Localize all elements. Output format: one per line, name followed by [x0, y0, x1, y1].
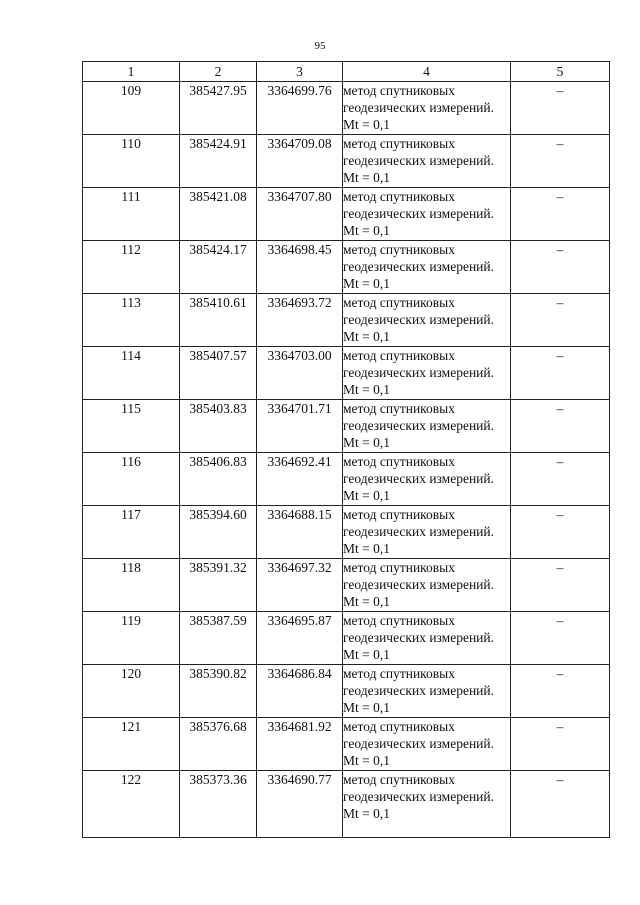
table-row: [83, 559, 610, 612]
table-row: [83, 718, 610, 771]
point-number-cell: 115: [83, 400, 180, 453]
note-cell: –: [511, 718, 610, 771]
point-number-cell: 122: [83, 771, 180, 838]
note-cell: –: [511, 400, 610, 453]
y-coordinate-cell: 3364698.45: [257, 241, 343, 294]
y-coordinate-cell: 3364707.80: [257, 188, 343, 241]
point-number-cell: 118: [83, 559, 180, 612]
table-row: [83, 188, 610, 241]
table-body: [83, 82, 610, 838]
x-coordinate-cell: 385376.68: [180, 718, 257, 771]
method-cell: метод спутниковых геодезических измерений. Mt = 0,1: [343, 771, 511, 838]
note-cell: –: [511, 188, 610, 241]
table-row: [83, 771, 610, 838]
y-coordinate-cell: 3364703.00: [257, 347, 343, 400]
x-coordinate-cell: 385407.57: [180, 347, 257, 400]
note-cell: –: [511, 665, 610, 718]
x-coordinate-cell: 385394.60: [180, 506, 257, 559]
point-number-cell: 121: [83, 718, 180, 771]
note-cell: –: [511, 347, 610, 400]
table-row: [83, 612, 610, 665]
note-cell: –: [511, 82, 610, 135]
point-number-cell: 110: [83, 135, 180, 188]
coordinates-table: [82, 61, 610, 838]
method-cell: метод спутниковых геодезических измерений. Mt = 0,1: [343, 82, 511, 135]
x-coordinate-cell: 385406.83: [180, 453, 257, 506]
x-coordinate-cell: 385403.83: [180, 400, 257, 453]
point-number-cell: 111: [83, 188, 180, 241]
x-coordinate-cell: 385410.61: [180, 294, 257, 347]
method-cell: метод спутниковых геодезических измерений. Mt = 0,1: [343, 665, 511, 718]
note-cell: –: [511, 453, 610, 506]
x-coordinate-cell: 385390.82: [180, 665, 257, 718]
note-cell: –: [511, 241, 610, 294]
y-coordinate-cell: 3364693.72: [257, 294, 343, 347]
method-cell: метод спутниковых геодезических измерений. Mt = 0,1: [343, 347, 511, 400]
table-row: [83, 665, 610, 718]
point-number-cell: 116: [83, 453, 180, 506]
note-cell: –: [511, 506, 610, 559]
y-coordinate-cell: 3364695.87: [257, 612, 343, 665]
y-coordinate-cell: 3364709.08: [257, 135, 343, 188]
point-number-cell: 117: [83, 506, 180, 559]
method-cell: метод спутниковых геодезических измерений. Mt = 0,1: [343, 400, 511, 453]
table-row: [83, 347, 610, 400]
y-coordinate-cell: 3364697.32: [257, 559, 343, 612]
method-cell: метод спутниковых геодезических измерений. Mt = 0,1: [343, 506, 511, 559]
header-col-4: 4: [343, 62, 511, 82]
method-cell: метод спутниковых геодезических измерений. Mt = 0,1: [343, 718, 511, 771]
x-coordinate-cell: 385391.32: [180, 559, 257, 612]
point-number-cell: 112: [83, 241, 180, 294]
method-cell: метод спутниковых геодезических измерений. Mt = 0,1: [343, 559, 511, 612]
header-row: [83, 62, 610, 82]
point-number-cell: 119: [83, 612, 180, 665]
note-cell: –: [511, 294, 610, 347]
y-coordinate-cell: 3364681.92: [257, 718, 343, 771]
x-coordinate-cell: 385373.36: [180, 771, 257, 838]
y-coordinate-cell: 3364701.71: [257, 400, 343, 453]
y-coordinate-cell: 3364690.77: [257, 771, 343, 838]
note-cell: –: [511, 771, 610, 838]
table-row: [83, 453, 610, 506]
note-cell: –: [511, 612, 610, 665]
point-number-cell: 114: [83, 347, 180, 400]
x-coordinate-cell: 385424.91: [180, 135, 257, 188]
y-coordinate-cell: 3364686.84: [257, 665, 343, 718]
note-cell: –: [511, 559, 610, 612]
x-coordinate-cell: 385387.59: [180, 612, 257, 665]
header-col-3: 3: [257, 62, 343, 82]
x-coordinate-cell: 385427.95: [180, 82, 257, 135]
table-row: [83, 400, 610, 453]
y-coordinate-cell: 3364692.41: [257, 453, 343, 506]
header-col-5: 5: [511, 62, 610, 82]
table-header: [83, 62, 610, 82]
y-coordinate-cell: 3364699.76: [257, 82, 343, 135]
point-number-cell: 120: [83, 665, 180, 718]
method-cell: метод спутниковых геодезических измерений. Mt = 0,1: [343, 188, 511, 241]
table-row: [83, 506, 610, 559]
header-col-2: 2: [180, 62, 257, 82]
point-number-cell: 109: [83, 82, 180, 135]
table-row: [83, 82, 610, 135]
note-cell: –: [511, 135, 610, 188]
method-cell: метод спутниковых геодезических измерений. Mt = 0,1: [343, 612, 511, 665]
x-coordinate-cell: 385421.08: [180, 188, 257, 241]
method-cell: метод спутниковых геодезических измерений. Mt = 0,1: [343, 294, 511, 347]
method-cell: метод спутниковых геодезических измерений. Mt = 0,1: [343, 135, 511, 188]
method-cell: метод спутниковых геодезических измерений. Mt = 0,1: [343, 241, 511, 294]
method-cell: метод спутниковых геодезических измерений. Mt = 0,1: [343, 453, 511, 506]
x-coordinate-cell: 385424.17: [180, 241, 257, 294]
table-row: [83, 135, 610, 188]
header-col-1: 1: [83, 62, 180, 82]
point-number-cell: 113: [83, 294, 180, 347]
y-coordinate-cell: 3364688.15: [257, 506, 343, 559]
page-number: 95: [314, 40, 326, 52]
table-row: [83, 294, 610, 347]
table-row: [83, 241, 610, 294]
